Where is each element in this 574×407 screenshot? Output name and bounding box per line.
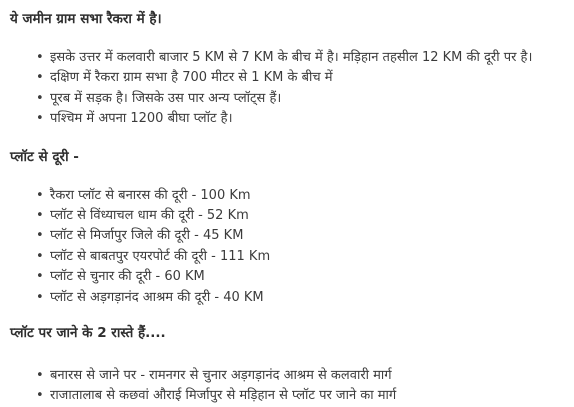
section-heading-routes: प्लॉट पर जाने के 2 रास्ते हैं....: [10, 324, 166, 341]
bullet-icon: •: [36, 50, 44, 65]
bullet-icon: •: [36, 90, 44, 106]
list-item-text: प्लॉट से विंध्याचल धाम की दूरी - 52 Km: [50, 207, 249, 223]
bullet-icon: •: [36, 289, 44, 305]
list-item-text: रैकरा प्लॉट से बनारस की दूरी - 100 Km: [50, 187, 251, 203]
distance-list: [10, 186, 574, 308]
list-item: [10, 68, 574, 88]
list-item-text: दक्षिण में रैकरा ग्राम सभा है 700 मीटर से 1 KM के बीच में: [50, 70, 333, 86]
bullet-icon: •: [36, 111, 44, 127]
list-item-text: इसके उत्तर में कलवारी बाजार 5 KM से 7 KM के बीच में है। मड़िहान तहसील 12 KM की दूरी पर है।: [50, 50, 533, 65]
location-list: [10, 48, 574, 130]
list-item: [10, 109, 574, 129]
bullet-icon: •: [36, 269, 44, 285]
bullet-icon: •: [36, 248, 44, 264]
list-item: [10, 48, 574, 68]
bullet-icon: •: [36, 367, 44, 383]
bullet-icon: •: [36, 228, 44, 244]
bullet-icon: •: [36, 187, 44, 203]
list-item-text: प्लॉट से मिर्जापुर जिले की दूरी - 45 KM: [50, 228, 244, 244]
list-item: [10, 288, 574, 308]
section-heading-distances: प्लॉट से दूरी -: [10, 148, 79, 165]
list-item-text: प्लॉट से चुनार की दूरी - 60 KM: [50, 269, 205, 285]
bullet-icon: •: [36, 388, 44, 404]
list-item: [10, 226, 574, 246]
list-item: [10, 186, 574, 206]
list-item-text: पश्चिम में अपना 1200 बीघा प्लॉट है।: [50, 111, 233, 127]
bullet-icon: •: [36, 207, 44, 223]
list-item: [10, 206, 574, 226]
list-item: [10, 267, 574, 287]
section-heading-location: ये जमीन ग्राम सभा रैकरा में है।: [10, 11, 162, 27]
list-item-text: पूरब में सड़क है। जिसके उस पार अन्य प्लॉट्स हैं।: [50, 90, 282, 106]
list-item: [10, 247, 574, 267]
list-item-text: प्लॉट से बाबतपुर एयरपोर्ट की दूरी - 111 Km: [50, 248, 271, 264]
list-item: [10, 386, 574, 406]
list-item-text: राजातालाब से कछवां औराई मिर्जापुर से मड़िहान से प्लॉट पर जाने का मार्ग: [50, 388, 397, 404]
route-list: [10, 366, 574, 407]
list-item: [10, 89, 574, 109]
list-item-text: प्लॉट से अड़गड़ानंद आश्रम की दूरी - 40 KM: [50, 289, 264, 305]
list-item: [10, 366, 574, 386]
bullet-icon: •: [36, 70, 44, 86]
list-item-text: बनारस से जाने पर - रामनगर से चुनार अड़गड़ानंद आश्रम से कलवारी मार्ग: [50, 367, 392, 383]
